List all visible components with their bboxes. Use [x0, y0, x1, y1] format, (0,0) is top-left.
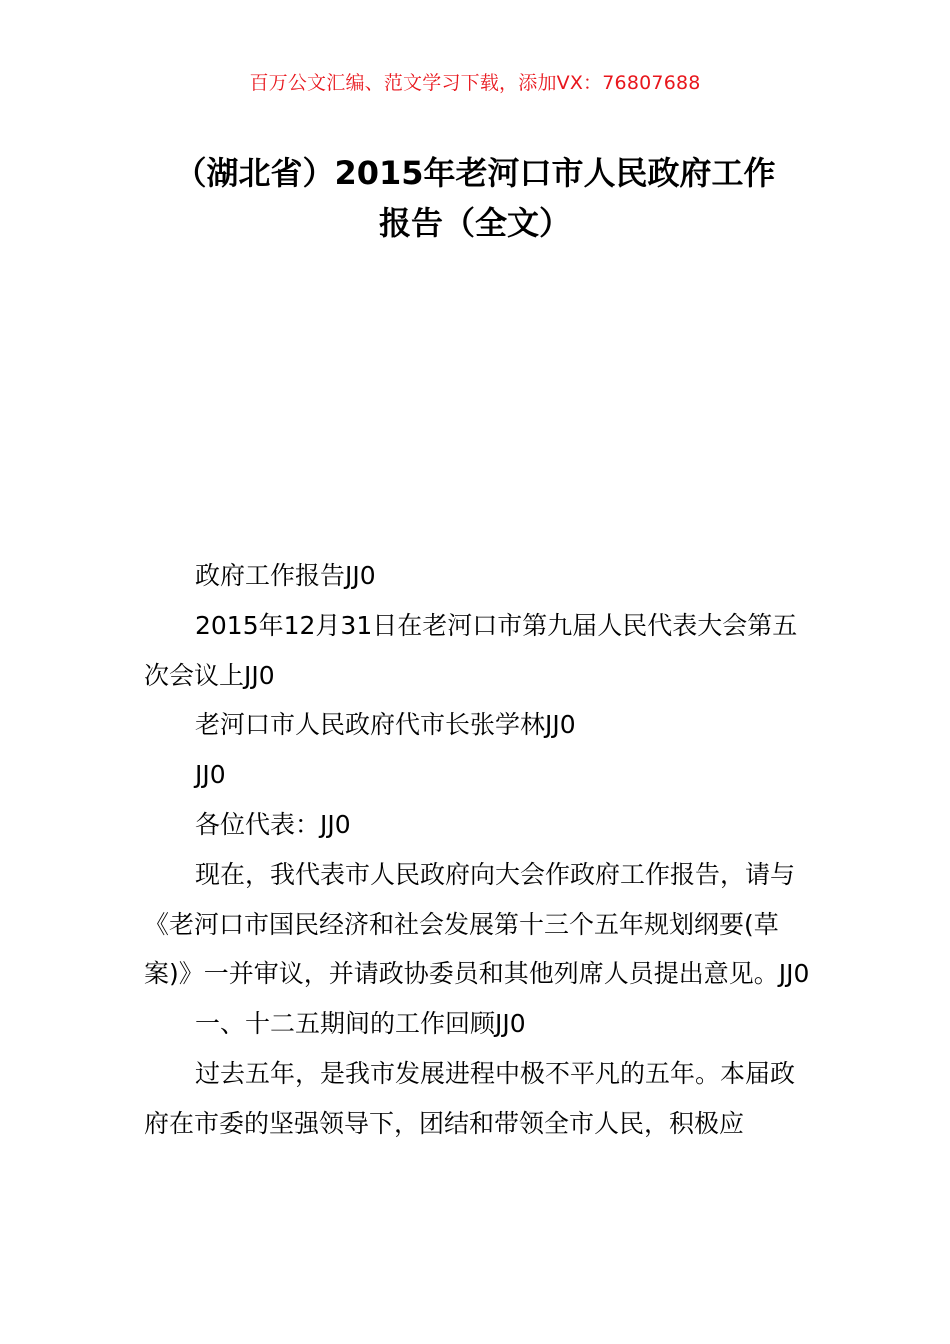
title-line-1: （湖北省）2015年老河口市人民政府工作	[174, 154, 776, 192]
paragraph: 现在，我代表市人民政府向大会作政府工作报告，请与《老河口市国民经济和社会发展第十三个五年规划纲要(草案)》一并审议，并请政协委员和其他列席人员提出意见。JJ0	[144, 859, 810, 989]
paragraph: 各位代表：JJ0	[195, 809, 351, 839]
document-title	[140, 148, 810, 248]
paragraph: 老河口市人民政府代市长张学林JJ0	[195, 710, 576, 740]
document-body	[144, 551, 810, 1149]
paragraph: JJ0	[195, 760, 226, 790]
title-line-2: 报告（全文）	[378, 204, 571, 242]
paragraph: 政府工作报告JJ0	[195, 561, 376, 590]
paragraph: 一、十二五期间的工作回顾JJ0	[195, 1009, 526, 1039]
paragraph: 过去五年，是我市发展进程中极不平凡的五年。本届政府在市委的坚强领导下，团结和带领全市人民，积极应	[144, 1058, 796, 1138]
header-watermark-note: 百万公文汇编、范文学习下载，添加VX：76807688	[249, 72, 701, 94]
paragraph: 2015年12月31日在老河口市第九届人民代表大会第五次会议上JJ0	[144, 610, 798, 690]
